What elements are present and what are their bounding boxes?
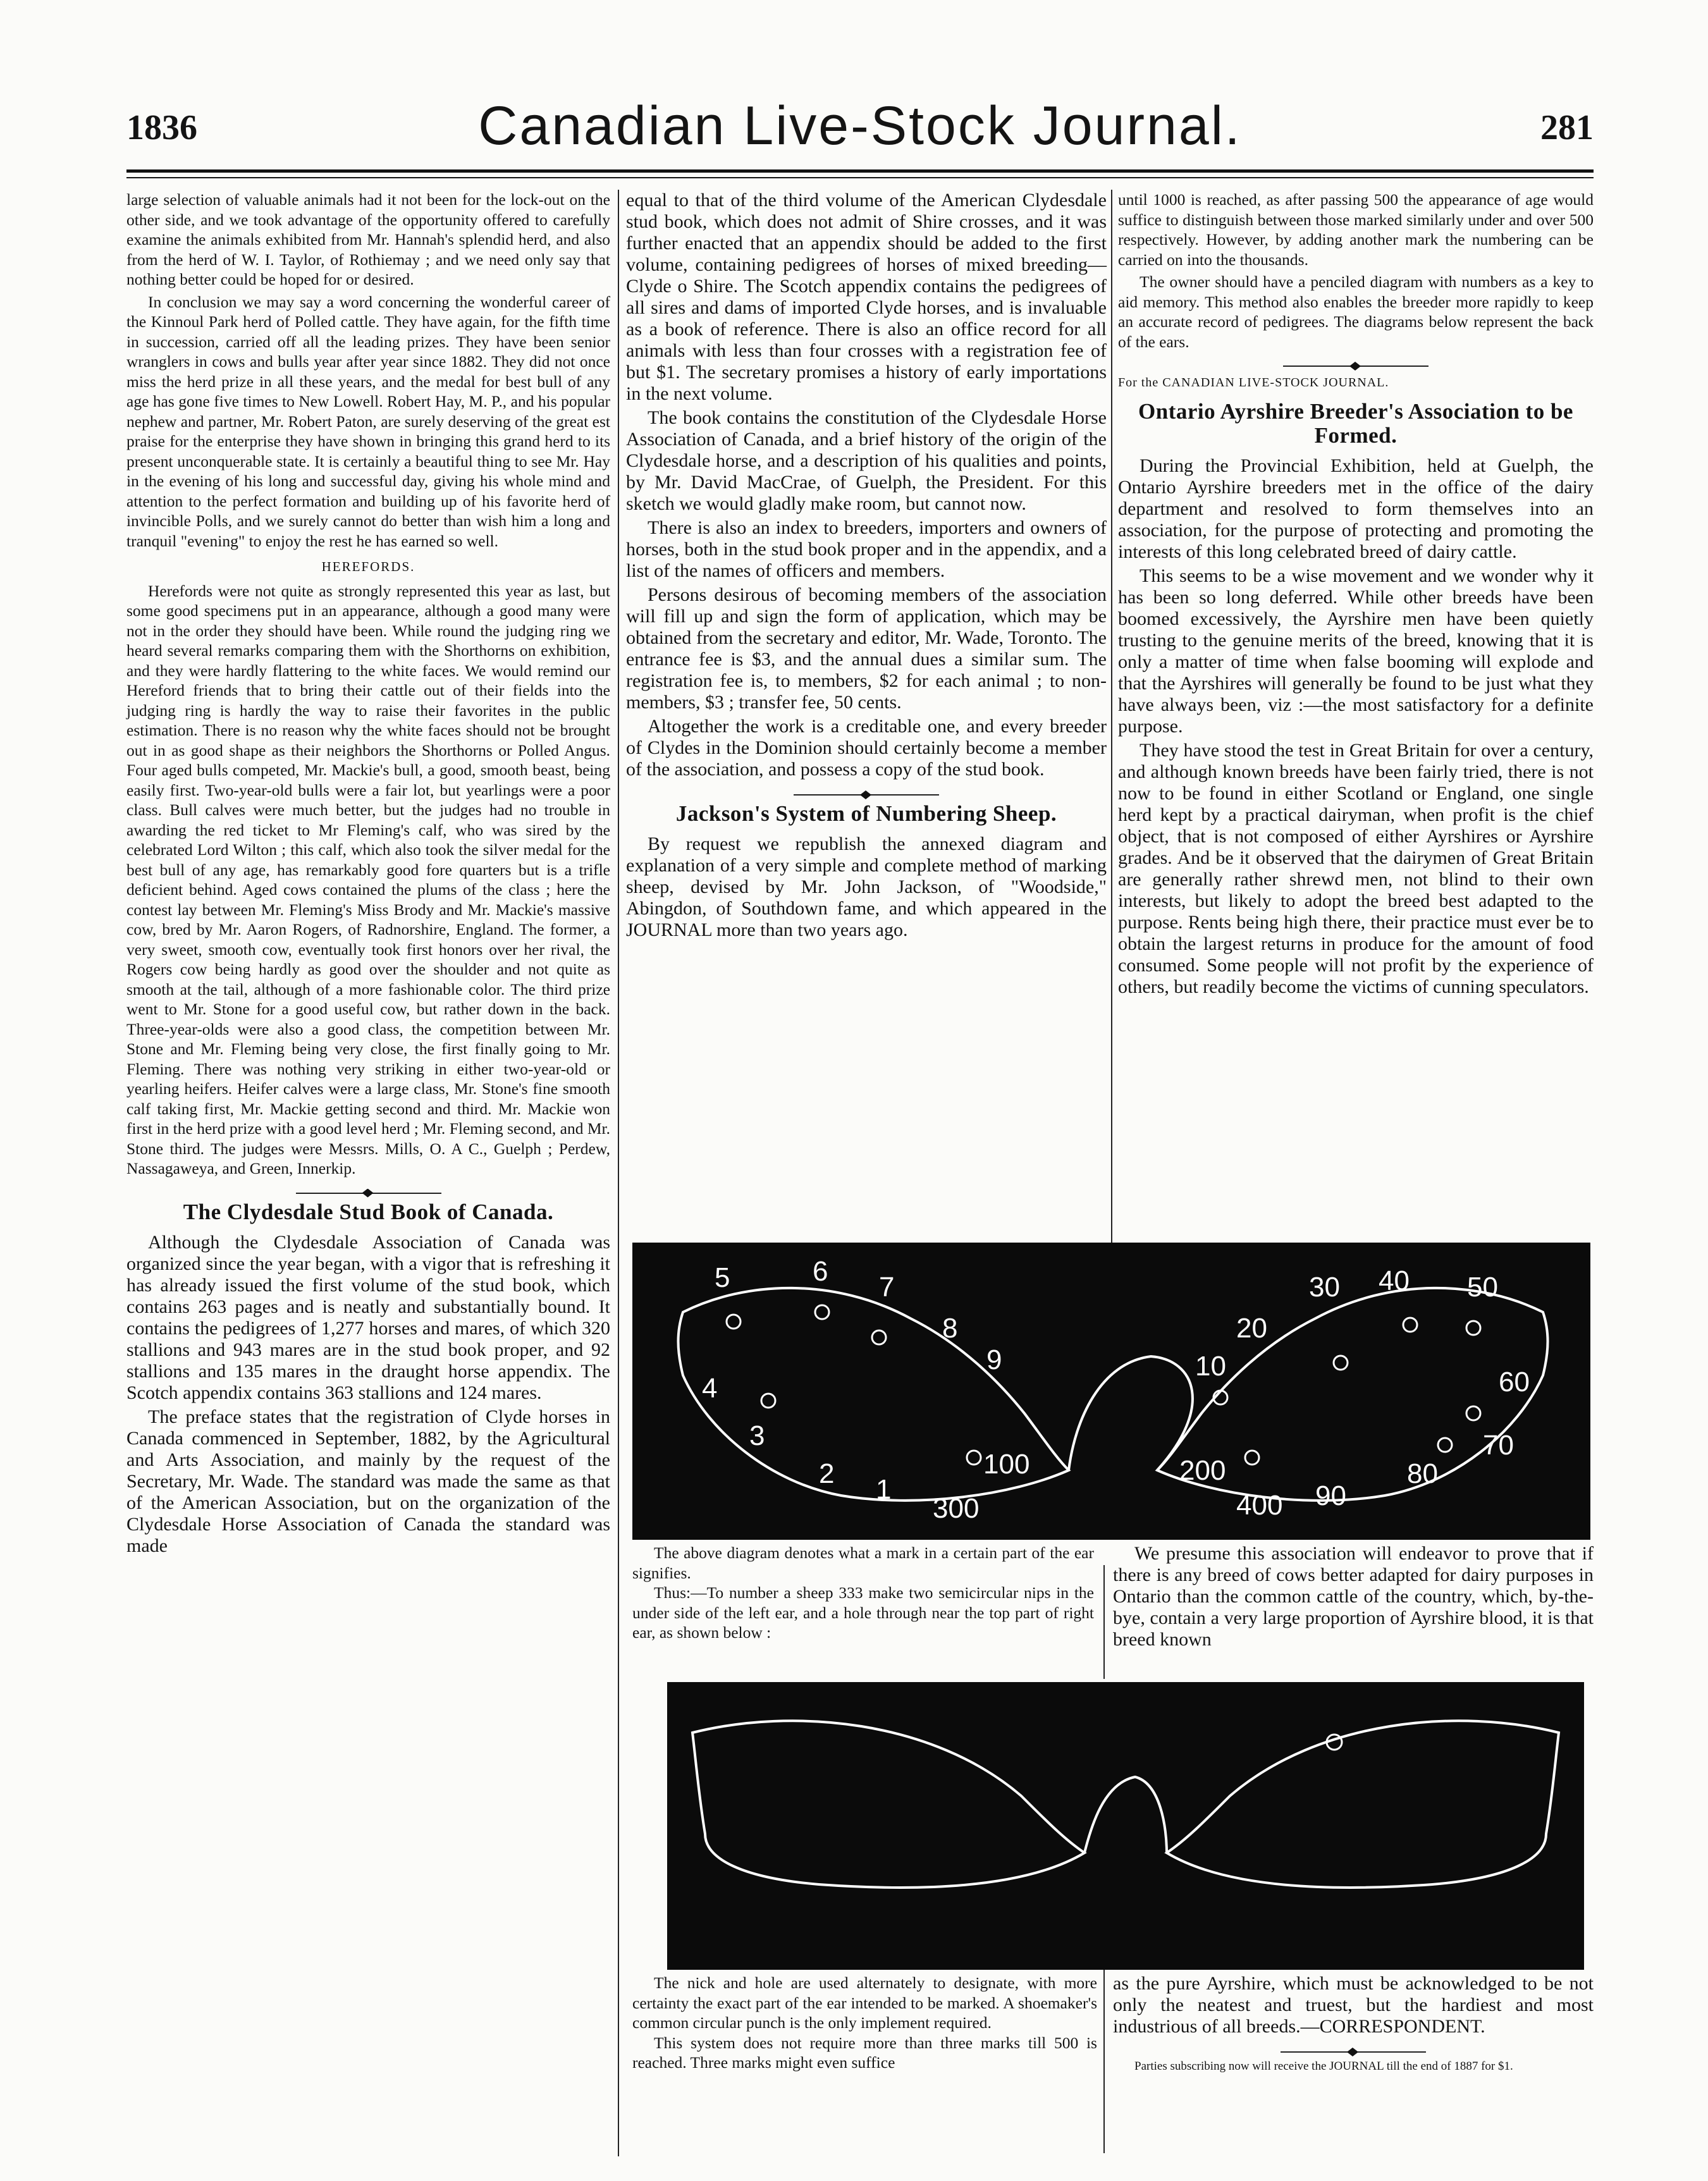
diagram-label: 90 — [1315, 1480, 1346, 1511]
diagram-label: 2 — [819, 1458, 835, 1489]
paragraph: There is also an index to breeders, importers and owners of horses, both in the stud book proper and in the appendix, and a list of the names of officers and members. — [626, 517, 1107, 581]
diagram-label: 8 — [942, 1313, 958, 1344]
diagram-label: 4 — [702, 1373, 718, 1404]
right-ear-outline — [1167, 1721, 1559, 1888]
diagram-label: 40 — [1379, 1265, 1410, 1296]
section-ornament — [1113, 2044, 1594, 2053]
paragraph: During the Provincial Exhibition, held at Guelph, the Ontario Ayrshire breeders met in the office of the dairy department and resolved to form themselves into an association, for the purpose of protecting and promoting the interests of this long celebrated breed of dairy cattle. — [1118, 455, 1594, 562]
column-3 — [1118, 190, 1594, 1000]
page-header — [126, 95, 1594, 164]
paragraph: large selection of valuable animals had it not been for the lock-out on the other side, and we took advantage of the opportunity offered to carefully examine the animals exhibited from Mr. Hannah's splendid herd, and also from the herd of W. I. Taylor, of Rothiemay ; and we need only say that nothing better could be hoped for or desired. — [126, 190, 610, 288]
paragraph: By request we republish the annexed diagram and explanation of a very simple and complete method of marking sheep, devised by Mr. John Jackson, of "Woodside," Abingdon, of Southdown fame, and which appeared in the JOURNAL more than two years ago. — [626, 833, 1107, 940]
heading-jacksons-system: Jackson's System of Numbering Sheep. — [675, 801, 1057, 826]
paragraph: Thus:—To number a sheep 333 make two semicircular nips in the under side of the left ear, and a hole through near the top part of right ear, as shown below : — [632, 1583, 1094, 1642]
heading-ontario-ayrshire: Ontario Ayrshire Breeder's Association to be Formed. — [1138, 398, 1573, 448]
ayrshire-continued — [1113, 1543, 1594, 1650]
left-ear-outline — [692, 1721, 1084, 1888]
ayrshire-conclusion — [1113, 1973, 1594, 2074]
diagram-label: 70 — [1483, 1430, 1514, 1461]
subheading-herefords: HEREFORDS. — [321, 559, 415, 574]
diagram-label: 100 — [983, 1449, 1030, 1480]
column-1 — [126, 190, 610, 1559]
paragraph: Although the Clydesdale Association of Canada was organized since the year began, with a vigor that is refreshing it has already issued the first volume of the stud book, which contains 263 pages and is neatly and substantially bound. It contains the pedigrees of 1,277 horses and mares, of which 320 stallions and 943 mares are in the stud book proper, and 92 stallions and 135 mares in the draught horse appendix. The Scotch appendix contains 363 stallions and 124 mares. — [126, 1231, 610, 1403]
paragraph: This system does not require more than three marks till 500 is reached. Three marks might even suffice — [632, 2033, 1097, 2072]
paragraph: Persons desirous of becoming members of the association will fill up and sign the form of application, which may be obtained from the secretary and editor, Mr. Wade, Toronto. The entrance fee is $3, and the annual dues a similar sum. The registration fee is, to members, $2 for each animal ; to non-members, $3 ; transfer fee, 50 cents. — [626, 584, 1107, 713]
paragraph: This seems to be a wise movement and we wonder why it has been so long deferred. While other breeds have been boomed excessively, the Ayrshire men have been quietly trusting to the genuine merits of the breed, knowing that it is only a matter of time when false booming will explode and that the Ayrshires will generally be found to be just what they have always been, viz :—the most satisfactory for a definite purpose. — [1118, 565, 1594, 737]
diagram-label: 5 — [715, 1262, 730, 1293]
ear-example-diagram-svg — [667, 1682, 1584, 1970]
diagram-explanation — [632, 1543, 1094, 1643]
column-rule-2 — [1111, 190, 1112, 1243]
paragraph: as the pure Ayrshire, which must be acknowledged to be not only the neatest and truest, but the hardiest and most industrious of all breeds.—CORRESPONDENT. — [1113, 1973, 1594, 2037]
section-ornament — [1118, 358, 1594, 367]
paragraph: equal to that of the third volume of the American Clydesdale stud book, which does not admit of Shire crosses, and it was further enacted that an appendix should be added to the first volume, containing pedigrees of horses of mixed breeding—Clyde o Shire. The Scotch appendix contains the pedigrees of all sires and dams of imported Clyde horses, and is invaluable as a book of reference. There is also an office record for all animals with less than four crosses with a registration fee of but $1. The secretary promises a history of early importations in the next volume. — [626, 190, 1107, 404]
column-rule-4 — [1103, 1963, 1105, 2153]
ear-example-diagram — [667, 1682, 1584, 1970]
diagram-label: 3 — [749, 1420, 765, 1451]
paragraph: until 1000 is reached, as after passing 500 the appearance of age would suffice to distinguish between those marked similarly under and over 500 respectively. However, by adding another mark the numbering can be carried on into the thousands. — [1118, 190, 1594, 269]
paragraph: In conclusion we may say a word concerning the wonderful career of the Kinnoul Park herd of Polled cattle. They have again, for the fifth time in succession, carried off all the leading prizes. They have been senior wranglers in cows and bulls year after year since 1882. They did not once miss the herd prize in all these years, and the medal for best bull of any age has gone five times to New Lowell. Robert Hay, M. P., and his popular nephew and partner, Mr. Robert Paton, are surely deserving of the great est praise for the enterprise they have shown in bringing this grand herd to its present unconquerable state. It is certainly a beautiful thing to see Mr. Hay in the evening of his long and successful day, giving his whole mind and attention to the perfect formation and building up of his favorite herd of invincible Polls, and we surely cannot do better than wish him a long and tranquil "evening" to enjoy the rest he has earned so well. — [126, 292, 610, 550]
section-ornament — [126, 1185, 610, 1194]
diagram-label: 400 — [1236, 1490, 1283, 1521]
diagram-label: 6 — [813, 1256, 828, 1287]
diagram-label: 9 — [986, 1344, 1002, 1375]
paragraph: Herefords were not quite as strongly represented this year as last, but some good specimens put in an appearance, although a good many were not in the order they should have been. While round the judging ring we heard several remarks comparing them with the Shorthorns on exhibition, and they were hardly flattering to the white faces. We would remind our Hereford friends that to bring their cattle out of their fields into the judging ring is hardly the way to raise their favorites in the public estimation. There is no reason why the white faces should not be brought out in as good shape as their neighbors the Shorthorns or Polled Angus. Four aged bulls competed, Mr. Mackie's bull, a good, smooth beast, being easily first. Two-year-old bulls were a fair lot, but yearlings were a poor class. Bull calves were much better, but the judges had no trouble in awarding the red ticket to Mr Fleming's calf, who was sired by the celebrated Lord Wilton ; this calf, which also took the silver medal for the best bull of any age, has remarkably good fore quarters but is a trifle deficient behind. Aged cows contained the plums of the class ; here the contest lay between Mr. Fleming's Miss Brody and Mr. Mackie's massive cow, bred by Mr. Aaron Rogers, of Radnorshire, England. The former, a very sweet, smooth cow, eventually took first honors over her rival, the Rogers cow being hardly as good over the shoulder and not quite as smooth at the tail, although of a more fashionable color. The third prize went to Mr. Stone for a good useful cow, but rather down in the back. Three-year-olds were also a good class, the competition between Mr. Stone and Mr. Fleming being very close, the first finally going to Mr. Fleming. There was nothing very striking in either two-year-old or yearling heifers. Heifer calves were a large class, Mr. Stone's fine smooth calf taking first, Mr. Mackie getting second and third. Mr. Mackie won first in the herd prize with a good level herd ; Mr. Fleming second, and Mr. Stone third. The judges were Messrs. Mills, O. A C., Guelph ; Perdew, Nassagaweya, and Green, Innerkip. — [126, 581, 610, 1177]
ear-numbering-diagram — [632, 1243, 1590, 1540]
paragraph: Altogether the work is a creditable one, and every breeder of Clydes in the Dominion should certainly become a member of the association, and possess a copy of the stud book. — [626, 716, 1107, 780]
diagram-label: 1 — [876, 1474, 892, 1505]
diagram-label: 80 — [1407, 1458, 1438, 1489]
journal-title: Canadian Live-Stock Journal. — [478, 95, 1242, 156]
diagram-label: 10 — [1195, 1351, 1226, 1382]
page-number-left: 1836 — [126, 108, 197, 147]
ear-numbering-diagram-svg — [632, 1243, 1590, 1540]
paragraph: The nick and hole are used alternately to designate, with more certainty the exact part of the ear intended to be marked. A shoemaker's common circular punch is the only implement required. — [632, 1974, 1097, 2032]
paragraph: The preface states that the registration of Clyde horses in Canada commenced in September, 1882, by the Agricultural and Arts Association, and mainly by the request of the Secretary, Mr. Wade. The standard was made the same as that of the American Association, but on the organization of the Clydesdale Horse Association of Canada the standard was made — [126, 1406, 610, 1556]
heading-clydesdale-stud-book: The Clydesdale Stud Book of Canada. — [183, 1199, 554, 1224]
header-rule — [126, 169, 1594, 173]
column-2 — [626, 190, 1107, 943]
diagram-label: 50 — [1467, 1272, 1498, 1303]
diagram-label: 7 — [879, 1272, 895, 1303]
paragraph: They have stood the test in Great Britain for over a century, and although known breeds have been fairly tried, there is not now to be found in either Scotland or England, one single herd kept by a practical dairyman, when profit is the chief object, that is not composed of either Ayrshires or Ayrshire grades. And be it observed that the dairymen of Great Britain are generally rather shrewd men, not blind to their own interests, but likely to adopt the breed best adapted to the purpose. Rents being high there, their practice must ever be to obtain the largest returns in produce for the amount of food consumed. Some people will not profit by the experience of others, but readily become the victims of cunning speculators. — [1118, 739, 1594, 997]
paragraph: The above diagram denotes what a mark in a certain part of the ear signifies. — [632, 1544, 1094, 1582]
paragraph: We presume this association will endeavor to prove that if there is any breed of cows better adapted for dairy purposes in Ontario than the common cattle of the country, which, by-the-bye, contain a very large proportion of Ayrshire blood, it is that breed known — [1113, 1543, 1594, 1650]
byline: For the CANADIAN LIVE-STOCK JOURNAL. — [1118, 376, 1389, 390]
subscription-note: Parties subscribing now will receive the JOURNAL till the end of 1887 for $1. — [1134, 2060, 1513, 2073]
header-rule-thin — [126, 177, 1594, 178]
paragraph: The owner should have a penciled diagram with numbers as a key to aid memory. This method also enables the breeder more rapidly to keep an accurate record of pedigrees. The diagrams below represent the back of the ears. — [1118, 273, 1594, 351]
paragraph: The book contains the constitution of the Clydesdale Horse Association of Canada, and a brief history of the origin of the Clydesdale horse, and a description of his qualities and points, by Mr. David MacCrae, of Guelph, the President. For this sketch we would gladly make room, but cannot now. — [626, 407, 1107, 514]
column-rule-1 — [618, 190, 619, 2156]
diagram-label: 20 — [1236, 1313, 1267, 1344]
head-arc — [1084, 1777, 1167, 1853]
diagram-notes — [632, 1973, 1097, 2073]
diagram-label: 30 — [1309, 1272, 1340, 1303]
page-number-right: 281 — [1540, 108, 1594, 147]
head-arc — [1069, 1356, 1193, 1470]
column-rule-3 — [1103, 1565, 1105, 1679]
section-ornament — [626, 787, 1107, 796]
diagram-label: 200 — [1179, 1455, 1226, 1486]
diagram-label: 300 — [933, 1493, 980, 1524]
diagram-label: 60 — [1499, 1367, 1530, 1398]
